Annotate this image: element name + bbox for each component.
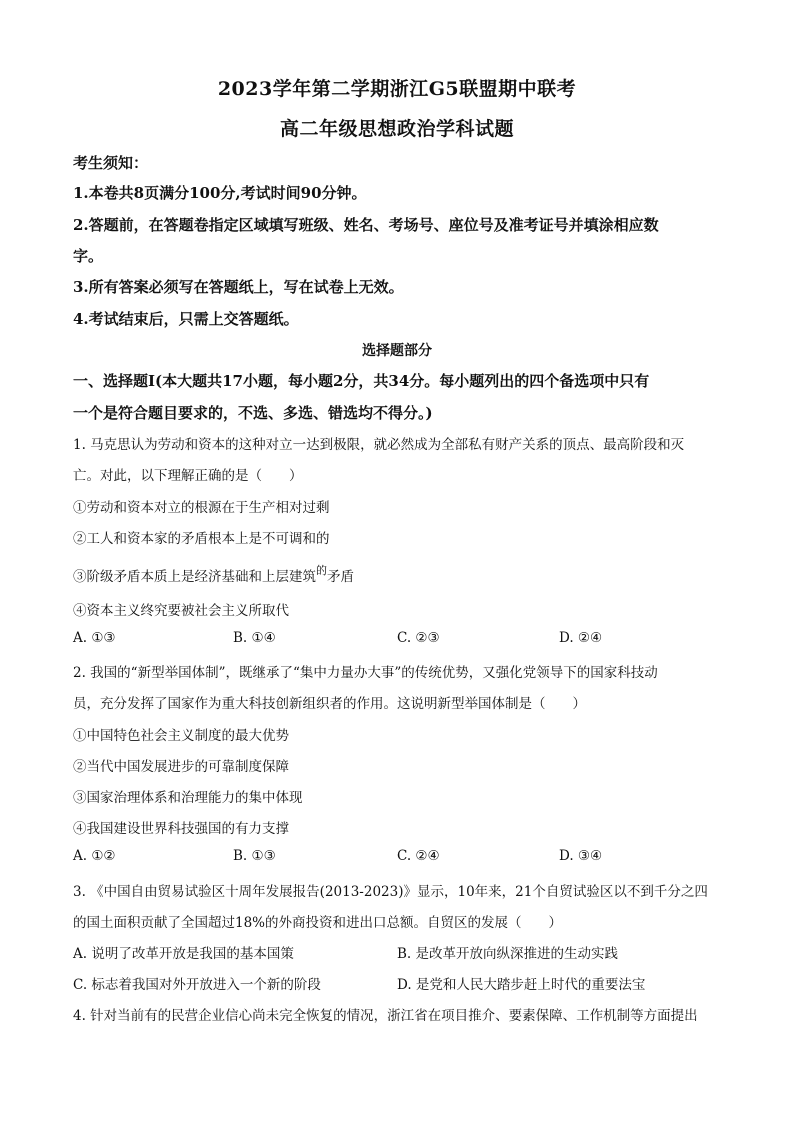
- statement: ②当代中国发展进步的可靠制度保障: [73, 759, 289, 775]
- section-instruction: 一个是符合题目要求的，不选、多选、错选均不得分。): [73, 404, 433, 422]
- answer-option[interactable]: D. 是党和人民大踏步赶上时代的重要法宝: [397, 977, 646, 993]
- notice-heading: 考生须知：: [73, 154, 149, 172]
- question-stem: 亡。对此，以下理解正确的是（ ）: [73, 468, 303, 484]
- question-stem: 1. 马克思认为劳动和资本的这种对立一达到极限，就必然成为全部私有财产关系的顶点、最高阶段和灭: [73, 437, 685, 453]
- answer-option[interactable]: A. 说明了改革开放是我国的基本国策: [73, 946, 294, 962]
- exam-title: 2023学年第二学期浙江G5联盟期中联考: [217, 78, 577, 100]
- answer-option[interactable]: B. ①④: [233, 630, 276, 646]
- notice-item: 2.答题前，在答题卷指定区域填写班级、姓名、考场号、座位号及准考证号并填涂相应数: [73, 216, 659, 234]
- answer-option[interactable]: A. ①②: [73, 848, 116, 864]
- statement-text-end: 矛盾: [327, 569, 354, 585]
- answer-option[interactable]: C. ②④: [397, 848, 440, 864]
- question-stem: 的国土面积贡献了全国超过18%的外商投资和进出口总额。自贸区的发展（ ）: [73, 915, 563, 931]
- question-stem: 2. 我国的“新型举国体制”，既继承了“集中力量办大事”的传统优势，又强化党领导下的国家科技动: [73, 665, 658, 681]
- statement: ④我国建设世界科技强国的有力支撑: [73, 821, 289, 837]
- answer-option[interactable]: D. ③④: [559, 848, 603, 864]
- statement: [73, 565, 733, 585]
- question-stem: 员，充分发挥了国家作为重大科技创新组织者的作用。这说明新型举国体制是（ ）: [73, 696, 586, 712]
- exam-subtitle: 高二年级思想政治学科试题: [279, 118, 514, 140]
- question-stem: 3. 《中国自由贸易试验区十周年发展报告(2013-2023)》显示，10年来，21个自贸试验区以不到千分之四: [73, 884, 708, 900]
- answer-option[interactable]: B. ①③: [233, 848, 276, 864]
- statement-text: ③阶级矛盾本质上是经济基础和上层建筑: [73, 569, 316, 585]
- statement: ②工人和资本家的矛盾根本上是不可调和的: [73, 531, 330, 547]
- answer-option[interactable]: B. 是改革开放向纵深推进的生动实践: [397, 946, 619, 962]
- statement: ①劳动和资本对立的根源在于生产相对过剩: [73, 500, 330, 516]
- section-instruction: 一、选择题Ⅰ(本大题共17小题，每小题2分，共34分。每小题列出的四个备选项中只有: [73, 372, 650, 390]
- notice-item: 字。: [73, 247, 104, 265]
- statement: ④资本主义终究要被社会主义所取代: [73, 603, 289, 619]
- answer-option[interactable]: D. ②④: [559, 630, 603, 646]
- statement: ③国家治理体系和治理能力的集中体现: [73, 790, 303, 806]
- notice-item: 1.本卷共8页满分100分,考试时间90分钟。: [73, 184, 367, 202]
- statement: ①中国特色社会主义制度的最大优势: [73, 728, 289, 744]
- section-title: 选择题部分: [362, 343, 432, 359]
- answer-option[interactable]: A. ①③: [73, 630, 116, 646]
- question-stem: 4. 针对当前有的民营企业信心尚未完全恢复的情况，浙江省在项目推介、要素保障、工作机制等方面提出: [73, 1008, 698, 1024]
- notice-item: 4.考试结束后，只需上交答题纸。: [73, 310, 299, 328]
- notice-item: 3.所有答案必须写在答题纸上，写在试卷上无效。: [73, 278, 404, 296]
- answer-option[interactable]: C. 标志着我国对外开放进入一个新的阶段: [73, 977, 321, 993]
- answer-option[interactable]: C. ②③: [397, 630, 440, 646]
- statement-superscript: 的: [316, 564, 327, 577]
